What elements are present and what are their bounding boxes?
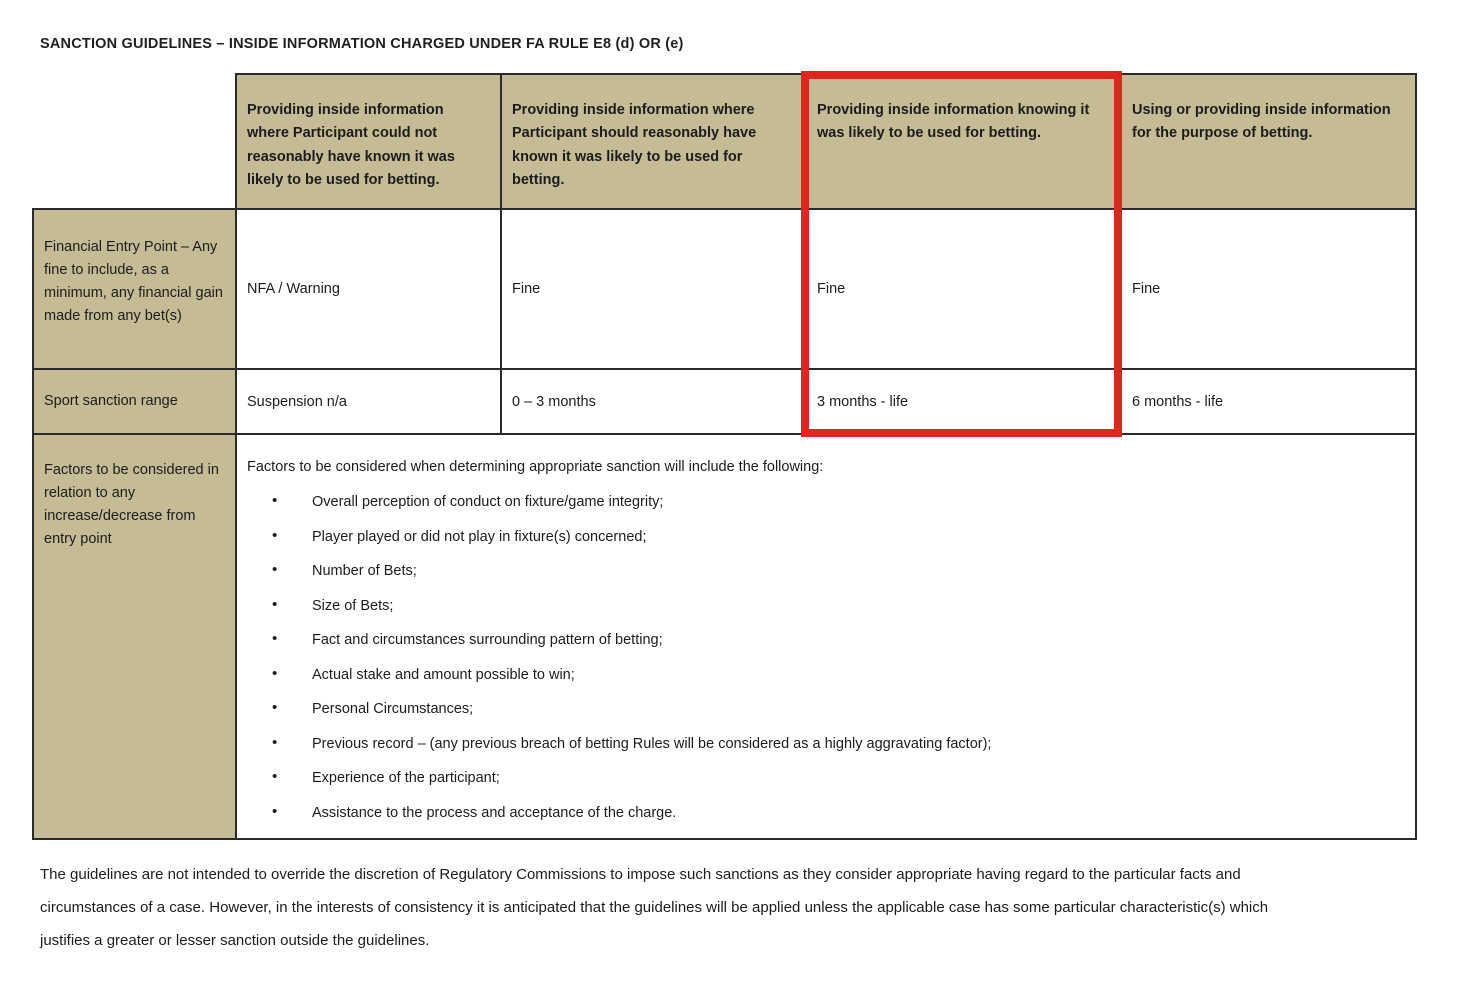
factors-content-cell [236, 434, 1416, 839]
factor-item-text: Actual stake and amount possible to win; [312, 666, 575, 683]
bullet-icon: • [272, 561, 278, 578]
bullet-icon: • [272, 733, 278, 751]
footer-paragraph [40, 858, 1400, 957]
bullet-icon: • [272, 595, 278, 613]
bullet-icon: • [272, 492, 278, 509]
factor-item-text: Experience of the participant; [312, 770, 500, 786]
factor-item-text: Size of Bets; [312, 597, 394, 614]
column-header-could-not-know: Providing inside information where Participant could not reasonably have known it was likely to be used for betting. [236, 74, 501, 209]
cell-financial-c3: Fine [806, 209, 1121, 369]
factor-item-text: Player played or did not play in fixture(s) concerned; [312, 528, 647, 545]
footer-line: The guidelines are not intended to override the discretion of Regulatory Commissions to impose such sanctions as they consider appropriate having regard to the particular facts and [40, 866, 1241, 883]
factor-item [247, 492, 1401, 512]
row-label-financial-entry-point: Financial Entry Point – Any fine to include, as a minimum, any financial gain made from any bet(s) [33, 209, 236, 369]
bullet-icon: • [272, 664, 278, 682]
factor-item [247, 527, 1401, 547]
factor-item [247, 665, 1401, 685]
bullet-icon: • [272, 630, 278, 647]
factor-item-text: Overall perception of conduct on fixture/game integrity; [312, 494, 664, 510]
column-header-knowing: Providing inside information knowing it was likely to be used for betting. [806, 74, 1121, 209]
bullet-icon: • [272, 526, 278, 544]
factor-item-text: Number of Bets; [312, 563, 417, 579]
factor-item [247, 561, 1401, 581]
table-row-sport-sanction-range [33, 369, 1416, 434]
factor-item [247, 699, 1401, 719]
bullet-icon: • [272, 768, 278, 785]
bullet-icon: • [272, 802, 278, 820]
cell-financial-c2: Fine [501, 209, 806, 369]
cell-sport-c2: 0 – 3 months [501, 369, 806, 434]
cell-sport-c4: 6 months - life [1121, 369, 1416, 434]
table-header-row [33, 74, 1416, 209]
cell-sport-c3: 3 months - life [806, 369, 1121, 434]
factor-item-text: Fact and circumstances surrounding pattern of betting; [312, 632, 663, 648]
row-label-sport-sanction-range: Sport sanction range [33, 369, 236, 434]
table-row-factors [33, 434, 1416, 839]
bullet-icon: • [272, 699, 278, 716]
column-header-should-have-known: Providing inside information where Participant should reasonably have known it was likely to be used for betting. [501, 74, 806, 209]
factors-bullet-list [247, 492, 1401, 823]
factor-item [247, 803, 1401, 823]
cell-sport-c1: Suspension n/a [236, 369, 501, 434]
page-title: SANCTION GUIDELINES – INSIDE INFORMATION CHARGED UNDER FA RULE E8 (d) OR (e) [40, 36, 684, 52]
factor-item-text: Previous record – (any previous breach of betting Rules will be considered as a highly aggravating factor); [312, 735, 992, 752]
factor-item [247, 734, 1401, 754]
factor-item [247, 596, 1401, 616]
footer-line: circumstances of a case. However, in the interests of consistency it is anticipated that the guidelines will be applied unless the applicable case has some particular characteristic(s) which [40, 899, 1269, 916]
row-label-factors: Factors to be considered in relation to any increase/decrease from entry point [33, 434, 236, 839]
sanction-guidelines-table [32, 73, 1417, 840]
factor-item-text: Assistance to the process and acceptance of the charge. [312, 804, 677, 821]
factors-intro-text: Factors to be considered when determining appropriate sanction will include the following: [247, 459, 824, 475]
footer-line: justifies a greater or lesser sanction outside the guidelines. [40, 932, 430, 949]
factor-item [247, 630, 1401, 650]
factor-item [247, 768, 1401, 788]
factor-item-text: Personal Circumstances; [312, 701, 474, 717]
cell-financial-c4: Fine [1121, 209, 1416, 369]
corner-empty-cell [33, 74, 236, 209]
column-header-using-or-providing: Using or providing inside information for the purpose of betting. [1121, 74, 1416, 209]
cell-financial-c1: NFA / Warning [236, 209, 501, 369]
table-row-financial-entry-point [33, 209, 1416, 369]
